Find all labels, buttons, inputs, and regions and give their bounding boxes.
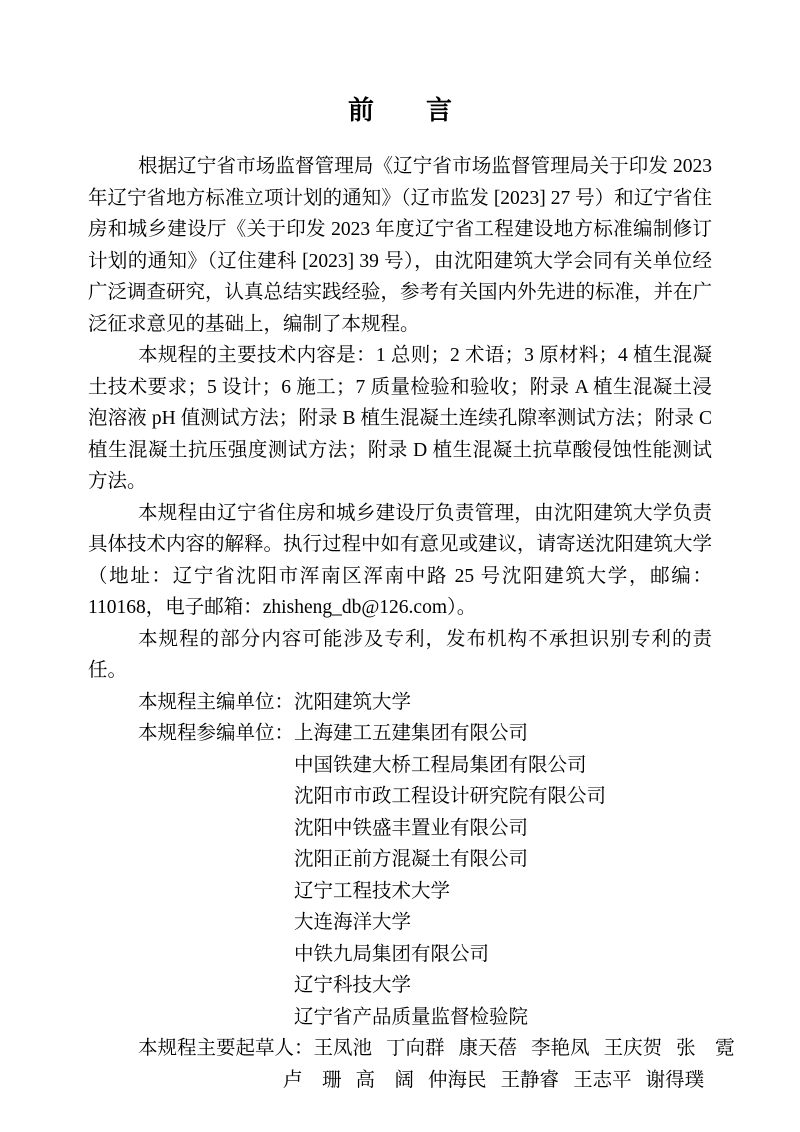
- paragraph-basis: 根据辽宁省市场监督管理局《辽宁省市场监督管理局关于印发 2023 年辽宁省地方标准立项计划的通知》（辽市监发 [2023] 27 号）和辽宁省住房和城乡建设厅《关于印发 2023 年度辽宁省工程建设地方标准编制修订计划的通知》（辽住建科 [2023] 39 号），由沈阳建筑大学会同有关单位经广泛调查研究，认真总结实践经验，参考有关国内外先进的标准，并在广泛征求意见的基础上，编制了本规程。: [88, 156, 713, 335]
- drafters-row: [88, 1033, 735, 1065]
- participants-list: [294, 718, 712, 1033]
- drafters-label: 本规程主要起草人：: [138, 1038, 314, 1059]
- drafter-name: 王志平: [573, 1069, 632, 1091]
- drafter-name: 丁向群: [386, 1038, 445, 1059]
- drafter-name: 李艳凤: [531, 1038, 590, 1059]
- participant-unit: 辽宁省产品质量监督检验院: [294, 1006, 529, 1028]
- drafter-name: 康天蓓: [458, 1038, 518, 1059]
- drafter-name: 王凤池: [313, 1038, 373, 1059]
- paragraph-technical-contents: 本规程的主要技术内容是：1 总则；2 术语；3 原材料；4 植生混凝土技术要求；5 设计；6 施工；7 质量检验和验收；附录 A 植生混凝土浸泡溶液 pH 值测试方法；附录 B 植生混凝土连续孔隙率测试方法；附录 C 植生混凝土抗压强度测试方法；附录 D 植生混凝土抗草酸侵蚀性能测试方法。: [88, 345, 712, 492]
- page-title: 前 言: [347, 95, 452, 125]
- participant-unit: 大连海洋大学: [294, 912, 412, 933]
- drafters-line1: [314, 1033, 735, 1065]
- participants-row: [88, 718, 712, 1033]
- participants-label: 本规程参编单位：: [138, 723, 295, 744]
- participant-unit: 中国铁建大桥工程局集团有限公司: [294, 754, 587, 776]
- participant-unit: 中铁九局集团有限公司: [294, 943, 490, 965]
- participant-unit: 沈阳正前方混凝土有限公司: [294, 849, 529, 870]
- drafter-name: 王静睿: [500, 1069, 560, 1091]
- drafter-name: 高 阔: [355, 1069, 415, 1091]
- participant-unit: 辽宁工程技术大学: [294, 880, 451, 902]
- drafter-name: 卢 珊: [283, 1069, 342, 1091]
- participant-unit: 沈阳市市政工程设计研究院有限公司: [294, 786, 607, 807]
- drafter-name: 王庆贺: [603, 1038, 663, 1059]
- participant-unit: 辽宁科技大学: [294, 975, 412, 996]
- drafters-line2: [283, 1065, 712, 1097]
- drafter-name: 谢得璞: [645, 1069, 705, 1091]
- chief-editor-row: [88, 687, 712, 719]
- drafter-name: 仲海民: [428, 1069, 487, 1091]
- drafter-name: 张 霓: [676, 1038, 735, 1059]
- chief-editor-label: 本规程主编单位：: [138, 691, 295, 713]
- participant-unit: 沈阳中铁盛丰置业有限公司: [294, 817, 529, 839]
- paragraph-patent-disclaimer: 本规程的部分内容可能涉及专利，发布机构不承担识别专利的责任。: [88, 628, 712, 681]
- paragraph-management: 本规程由辽宁省住房和城乡建设厅负责管理，由沈阳建筑大学负责具体技术内容的解释。执行过程中如有意见或建议，请寄送沈阳建筑大学（地址：辽宁省沈阳市浑南区浑南中路 25 号沈阳建筑大学，邮编：110168，电子邮箱：zhisheng_db@126.com）。: [88, 502, 713, 618]
- participant-unit: 上海建工五建集团有限公司: [294, 723, 529, 744]
- chief-editor-value: 沈阳建筑大学: [294, 691, 412, 713]
